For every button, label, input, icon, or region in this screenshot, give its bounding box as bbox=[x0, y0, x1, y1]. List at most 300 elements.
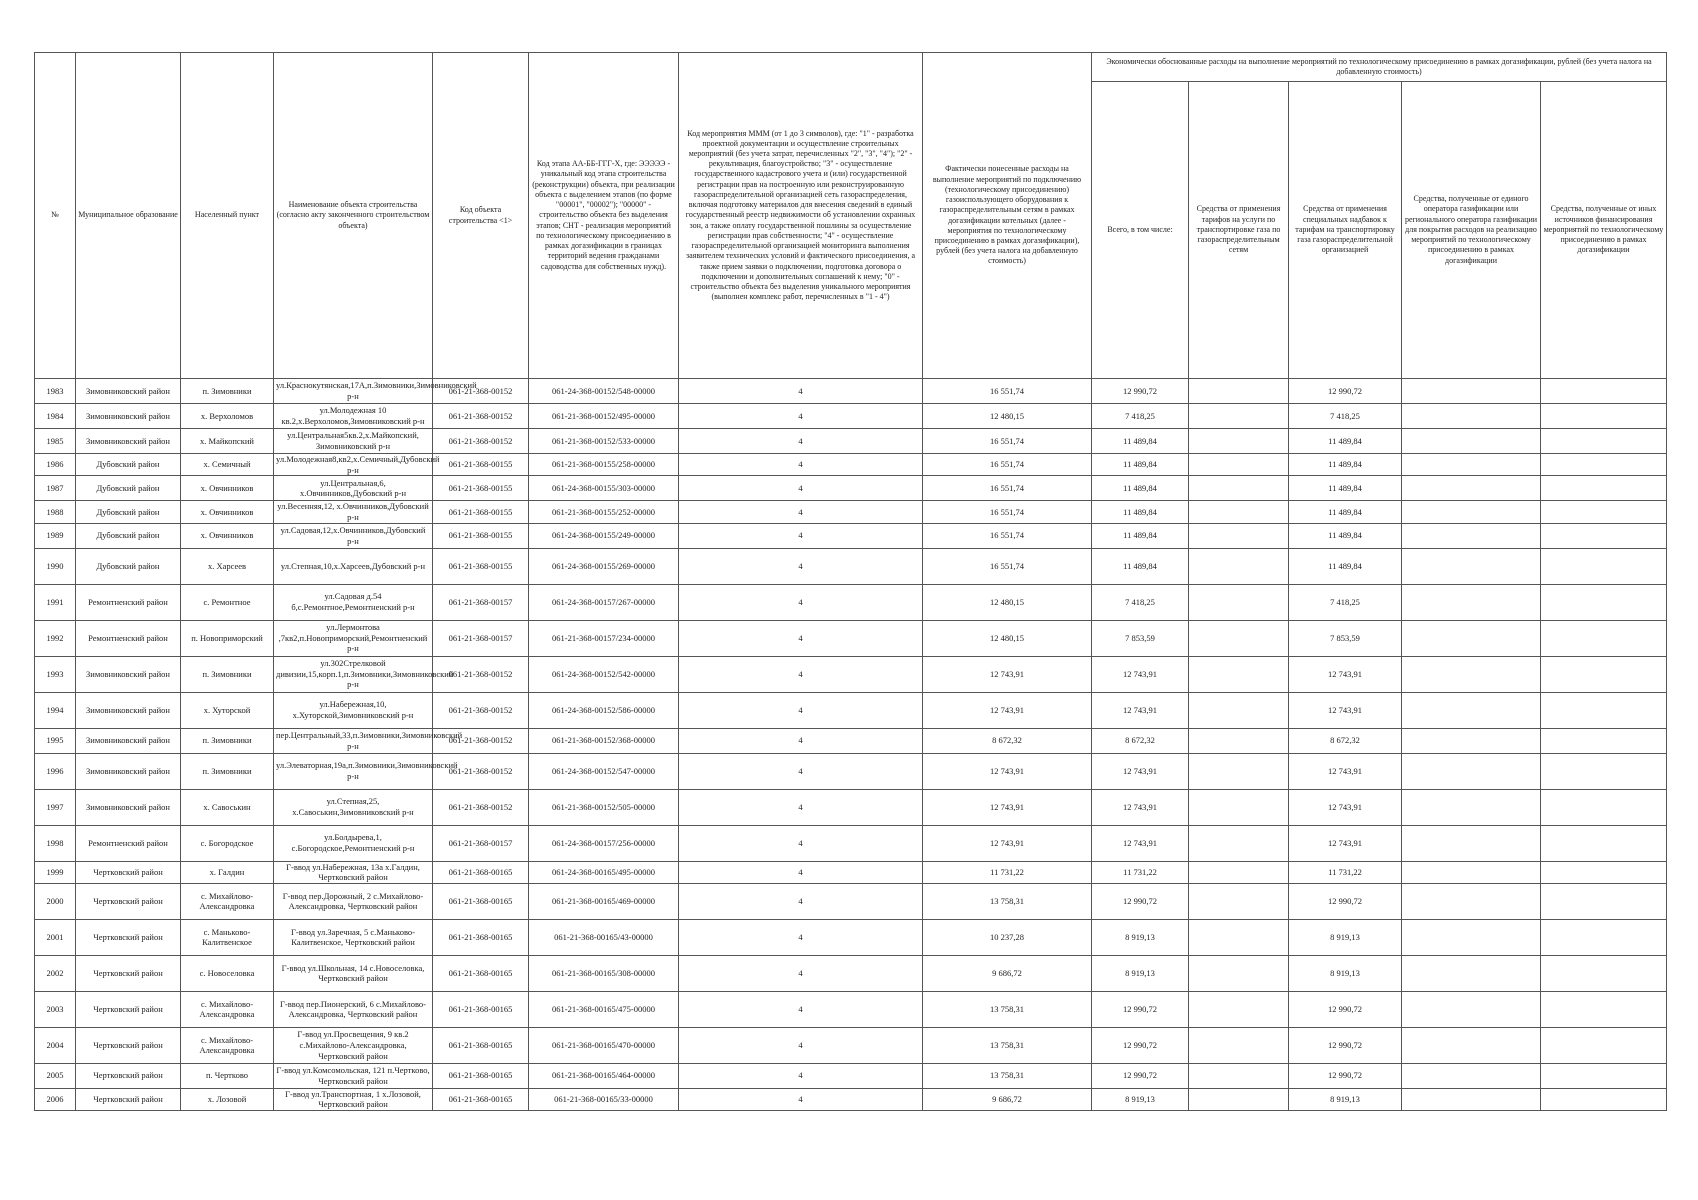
cell-surcharges: 7 853,59 bbox=[1289, 620, 1402, 656]
cell-total: 8 672,32 bbox=[1092, 728, 1189, 753]
cell-stage-code: 061-21-368-00155/252-00000 bbox=[529, 501, 679, 523]
cell-operator-funds bbox=[1402, 1088, 1541, 1110]
cell-object-code: 061-21-368-00165 bbox=[433, 1063, 529, 1088]
cell-settlement: х. Майкопский bbox=[181, 429, 274, 454]
cell-municipality: Дубовский район bbox=[76, 454, 181, 476]
cell-surcharges: 12 990,72 bbox=[1289, 1063, 1402, 1088]
cell-surcharges: 12 743,91 bbox=[1289, 753, 1402, 789]
cell-total: 11 489,84 bbox=[1092, 429, 1189, 454]
cell-activity-code: 4 bbox=[679, 584, 923, 620]
cell-total: 8 919,13 bbox=[1092, 955, 1189, 991]
cell-other-funds bbox=[1541, 656, 1667, 692]
cell-actual-costs: 13 758,31 bbox=[923, 991, 1092, 1027]
cell-tariffs bbox=[1189, 753, 1289, 789]
cell-object-name: Г-ввод ул.Комсомольская, 121 п.Чертково, Чертковский район bbox=[274, 1063, 433, 1088]
cell-municipality: Зимовниковский район bbox=[76, 692, 181, 728]
cell-surcharges: 8 919,13 bbox=[1289, 919, 1402, 955]
cell-other-funds bbox=[1541, 919, 1667, 955]
cell-other-funds bbox=[1541, 789, 1667, 825]
cell-surcharges: 11 489,84 bbox=[1289, 501, 1402, 523]
cell-object-name: ул.Набережная,10, х.Хуторской,Зимовниковский р-н bbox=[274, 692, 433, 728]
cell-activity-code: 4 bbox=[679, 1088, 923, 1110]
cell-object-name: ул.Молодежная8,кв2,х.Семичный,Дубовский р-н bbox=[274, 454, 433, 476]
cell-actual-costs: 13 758,31 bbox=[923, 883, 1092, 919]
cell-surcharges: 12 743,91 bbox=[1289, 789, 1402, 825]
table-row bbox=[35, 429, 1667, 454]
cell-surcharges: 11 731,22 bbox=[1289, 861, 1402, 883]
cell-operator-funds bbox=[1402, 656, 1541, 692]
cell-actual-costs: 8 672,32 bbox=[923, 728, 1092, 753]
cell-other-funds bbox=[1541, 501, 1667, 523]
table-row bbox=[35, 379, 1667, 404]
cell-activity-code: 4 bbox=[679, 919, 923, 955]
cell-number: 1992 bbox=[35, 620, 76, 656]
cell-surcharges: 12 743,91 bbox=[1289, 825, 1402, 861]
cell-total: 8 919,13 bbox=[1092, 919, 1189, 955]
cell-municipality: Зимовниковский район bbox=[76, 429, 181, 454]
cell-object-name: Г-ввод ул.Набережная, 13а х.Галдин, Чертковский район bbox=[274, 861, 433, 883]
cell-operator-funds bbox=[1402, 692, 1541, 728]
cell-number: 2000 bbox=[35, 883, 76, 919]
cell-object-code: 061-21-368-00165 bbox=[433, 883, 529, 919]
cell-activity-code: 4 bbox=[679, 883, 923, 919]
cell-settlement: с. Михайлово-Александровка bbox=[181, 1027, 274, 1063]
cell-surcharges: 12 990,72 bbox=[1289, 991, 1402, 1027]
cell-object-code: 061-21-368-00165 bbox=[433, 919, 529, 955]
cell-number: 1997 bbox=[35, 789, 76, 825]
table-header bbox=[35, 53, 1667, 379]
cell-municipality: Зимовниковский район bbox=[76, 656, 181, 692]
cell-tariffs bbox=[1189, 501, 1289, 523]
cell-total: 7 853,59 bbox=[1092, 620, 1189, 656]
table-row bbox=[35, 955, 1667, 991]
cell-total: 11 489,84 bbox=[1092, 548, 1189, 584]
cell-stage-code: 061-21-368-00152/505-00000 bbox=[529, 789, 679, 825]
cell-municipality: Чертковский район bbox=[76, 955, 181, 991]
cell-municipality: Дубовский район bbox=[76, 476, 181, 501]
header-group-justified-costs: Экономически обоснованные расходы на выполнение мероприятий по технологическому присоединению в рамках догазификации, рублей (без учета налога на добавленную стоимость) bbox=[1092, 53, 1667, 82]
cell-activity-code: 4 bbox=[679, 991, 923, 1027]
cell-operator-funds bbox=[1402, 919, 1541, 955]
cell-other-funds bbox=[1541, 379, 1667, 404]
cell-municipality: Зимовниковский район bbox=[76, 753, 181, 789]
header-total: Всего, в том числе: bbox=[1092, 82, 1189, 379]
cell-actual-costs: 12 743,91 bbox=[923, 789, 1092, 825]
cell-municipality: Чертковский район bbox=[76, 861, 181, 883]
cell-operator-funds bbox=[1402, 955, 1541, 991]
cell-object-name: ул.Степная,25, х.Савоськин,Зимовниковский р-н bbox=[274, 789, 433, 825]
cell-object-name: ул.Центральная5кв.2,х.Майкопский, Зимовниковский р-н bbox=[274, 429, 433, 454]
cell-object-code: 061-21-368-00155 bbox=[433, 476, 529, 501]
cell-stage-code: 061-21-368-00165/475-00000 bbox=[529, 991, 679, 1027]
cell-tariffs bbox=[1189, 692, 1289, 728]
cell-operator-funds bbox=[1402, 429, 1541, 454]
cell-number: 2004 bbox=[35, 1027, 76, 1063]
cell-stage-code: 061-21-368-00165/470-00000 bbox=[529, 1027, 679, 1063]
cell-stage-code: 061-21-368-00152/495-00000 bbox=[529, 404, 679, 429]
cell-object-code: 061-21-368-00165 bbox=[433, 861, 529, 883]
cell-actual-costs: 11 731,22 bbox=[923, 861, 1092, 883]
cell-other-funds bbox=[1541, 692, 1667, 728]
cell-activity-code: 4 bbox=[679, 429, 923, 454]
cell-total: 12 990,72 bbox=[1092, 1063, 1189, 1088]
cell-object-name: ул.Краснокутянская,17А,п.Зимовники,Зимовниковский р-н bbox=[274, 379, 433, 404]
cell-activity-code: 4 bbox=[679, 1063, 923, 1088]
cell-actual-costs: 16 551,74 bbox=[923, 501, 1092, 523]
cell-total: 12 743,91 bbox=[1092, 753, 1189, 789]
cell-operator-funds bbox=[1402, 1063, 1541, 1088]
cell-municipality: Чертковский район bbox=[76, 1063, 181, 1088]
table-row bbox=[35, 991, 1667, 1027]
cell-tariffs bbox=[1189, 379, 1289, 404]
cell-activity-code: 4 bbox=[679, 476, 923, 501]
cell-actual-costs: 16 551,74 bbox=[923, 429, 1092, 454]
cell-activity-code: 4 bbox=[679, 1027, 923, 1063]
cell-surcharges: 8 919,13 bbox=[1289, 955, 1402, 991]
header-operator-funds: Средства, полученные от единого оператора газификации или регионального оператора газификации для покрытия расходов на реализацию мероприятий по технологическому присоединению в рамках догазификации bbox=[1402, 82, 1541, 379]
cell-object-code: 061-21-368-00165 bbox=[433, 955, 529, 991]
cell-operator-funds bbox=[1402, 620, 1541, 656]
cell-tariffs bbox=[1189, 861, 1289, 883]
cell-municipality: Чертковский район bbox=[76, 919, 181, 955]
cell-actual-costs: 12 743,91 bbox=[923, 692, 1092, 728]
cell-settlement: х. Овчинников bbox=[181, 523, 274, 548]
cell-tariffs bbox=[1189, 883, 1289, 919]
cell-other-funds bbox=[1541, 883, 1667, 919]
cell-tariffs bbox=[1189, 789, 1289, 825]
header-activity-code: Код мероприятия МММ (от 1 до 3 символов), где: "1" - разработка проектной документации и осуществление строительных мероприятий (без учета затрат, перечисленных "2", "3", "4"); "2" - рекультивация, благоустройство; "3" - осуществление государственного кадастрового учета и (или) государственной регистрации прав на построенную или реконструированную газораспределительной организацией сеть газораспределения, включая подготовку материалов для внесения сведений в единый государственный реестр недвижимости об установлении охранных зон, а также оплату государственной пошлины за осуществление регистрации прав собственности; "4" - осуществление газораспределительной организацией мониторинга выполнения заявителем технических условий и фактического присоединения, а также прием заявки о подключении, подготовка договора о подключении и дополнительных соглашений к нему; "0" - строительство объекта без выделения уникального мероприятия (выполнен комплекс работ, перечисленных в "1 - 4") bbox=[679, 53, 923, 379]
table-row bbox=[35, 919, 1667, 955]
cell-number: 1989 bbox=[35, 523, 76, 548]
cell-number: 1995 bbox=[35, 728, 76, 753]
cell-object-code: 061-21-368-00152 bbox=[433, 789, 529, 825]
cell-object-name: ул.302Стрелковой дивизии,15,корп.1,п.Зимовники,Зимовниковский р-н bbox=[274, 656, 433, 692]
cell-actual-costs: 16 551,74 bbox=[923, 523, 1092, 548]
cell-actual-costs: 12 480,15 bbox=[923, 404, 1092, 429]
cell-total: 11 489,84 bbox=[1092, 501, 1189, 523]
cell-settlement: х. Харсеев bbox=[181, 548, 274, 584]
cell-tariffs bbox=[1189, 728, 1289, 753]
cell-settlement: х. Семичный bbox=[181, 454, 274, 476]
table-row bbox=[35, 861, 1667, 883]
table-row bbox=[35, 404, 1667, 429]
cell-total: 12 743,91 bbox=[1092, 825, 1189, 861]
cell-total: 12 990,72 bbox=[1092, 991, 1189, 1027]
cell-number: 1985 bbox=[35, 429, 76, 454]
cell-stage-code: 061-24-368-00152/586-00000 bbox=[529, 692, 679, 728]
cell-object-code: 061-21-368-00155 bbox=[433, 523, 529, 548]
cell-object-code: 061-21-368-00157 bbox=[433, 825, 529, 861]
cell-object-code: 061-21-368-00157 bbox=[433, 620, 529, 656]
cell-tariffs bbox=[1189, 523, 1289, 548]
cell-other-funds bbox=[1541, 955, 1667, 991]
cell-object-name: Г-ввод ул.Транспортная, 1 х.Лозовой, Чертковский район bbox=[274, 1088, 433, 1110]
table-row bbox=[35, 476, 1667, 501]
cell-municipality: Зимовниковский район bbox=[76, 404, 181, 429]
cell-tariffs bbox=[1189, 620, 1289, 656]
header-number: № bbox=[35, 53, 76, 379]
cell-settlement: х. Верхоломов bbox=[181, 404, 274, 429]
cell-settlement: п. Чертково bbox=[181, 1063, 274, 1088]
cell-surcharges: 12 990,72 bbox=[1289, 1027, 1402, 1063]
cell-stage-code: 061-24-368-00152/548-00000 bbox=[529, 379, 679, 404]
cell-object-name: Г-ввод пер.Дорожный, 2 с.Михайлово-Александровка, Чертковский район bbox=[274, 883, 433, 919]
cell-number: 2005 bbox=[35, 1063, 76, 1088]
cell-stage-code: 061-24-368-00152/547-00000 bbox=[529, 753, 679, 789]
cell-stage-code: 061-21-368-00155/258-00000 bbox=[529, 454, 679, 476]
cell-surcharges: 12 743,91 bbox=[1289, 656, 1402, 692]
cell-total: 12 990,72 bbox=[1092, 379, 1189, 404]
cell-stage-code: 061-21-368-00165/464-00000 bbox=[529, 1063, 679, 1088]
cell-stage-code: 061-21-368-00165/308-00000 bbox=[529, 955, 679, 991]
cell-number: 2002 bbox=[35, 955, 76, 991]
cell-total: 12 990,72 bbox=[1092, 1027, 1189, 1063]
header-stage-code: Код этапа АА-ББ-ГГГ-Х, где: ЭЭЭЭЭ - уникальный код этапа строительства (реконструкции) объекта, при реализации объекта с выделением этапов (по форме "00001", "00002"); "00000" - строительство объекта без выделения этапов; СНТ - реализация мероприятий по технологическому присоединению в рамках догазификации в границах территорий ведения гражданами садоводства для собственных нужд). bbox=[529, 53, 679, 379]
cell-operator-funds bbox=[1402, 883, 1541, 919]
cell-actual-costs: 12 743,91 bbox=[923, 825, 1092, 861]
cell-number: 1990 bbox=[35, 548, 76, 584]
cell-tariffs bbox=[1189, 825, 1289, 861]
table-row bbox=[35, 825, 1667, 861]
cell-object-code: 061-21-368-00152 bbox=[433, 429, 529, 454]
cell-settlement: п. Новоприморский bbox=[181, 620, 274, 656]
cell-activity-code: 4 bbox=[679, 825, 923, 861]
cell-operator-funds bbox=[1402, 476, 1541, 501]
cell-object-code: 061-21-368-00165 bbox=[433, 991, 529, 1027]
cell-actual-costs: 16 551,74 bbox=[923, 476, 1092, 501]
cell-stage-code: 061-24-368-00155/303-00000 bbox=[529, 476, 679, 501]
cell-settlement: х. Галдин bbox=[181, 861, 274, 883]
cell-activity-code: 4 bbox=[679, 955, 923, 991]
cell-total: 11 489,84 bbox=[1092, 476, 1189, 501]
cell-object-code: 061-21-368-00152 bbox=[433, 404, 529, 429]
cell-operator-funds bbox=[1402, 584, 1541, 620]
table-row bbox=[35, 1063, 1667, 1088]
cell-object-name: пер.Центральный,33,п.Зимовники,Зимовниковский р-н bbox=[274, 728, 433, 753]
cell-municipality: Зимовниковский район bbox=[76, 789, 181, 825]
cell-object-name: ул.Элеваторная,19а,п.Зимовники,Зимовниковский р-н bbox=[274, 753, 433, 789]
table-row bbox=[35, 656, 1667, 692]
cell-object-name: Г-ввод пер.Пионерский, 6 с.Михайлово-Александровка, Чертковский район bbox=[274, 991, 433, 1027]
cell-stage-code: 061-24-368-00157/256-00000 bbox=[529, 825, 679, 861]
header-municipality: Муниципальное образование bbox=[76, 53, 181, 379]
cell-stage-code: 061-21-368-00165/33-00000 bbox=[529, 1088, 679, 1110]
table-row bbox=[35, 728, 1667, 753]
table-row bbox=[35, 454, 1667, 476]
cell-total: 11 489,84 bbox=[1092, 454, 1189, 476]
cell-total: 12 990,72 bbox=[1092, 883, 1189, 919]
cell-other-funds bbox=[1541, 1088, 1667, 1110]
cell-settlement: с. Ремонтное bbox=[181, 584, 274, 620]
cell-tariffs bbox=[1189, 584, 1289, 620]
cell-total: 8 919,13 bbox=[1092, 1088, 1189, 1110]
cell-operator-funds bbox=[1402, 861, 1541, 883]
cell-operator-funds bbox=[1402, 501, 1541, 523]
cell-operator-funds bbox=[1402, 1027, 1541, 1063]
cell-operator-funds bbox=[1402, 825, 1541, 861]
cell-number: 1993 bbox=[35, 656, 76, 692]
cell-other-funds bbox=[1541, 454, 1667, 476]
cell-tariffs bbox=[1189, 919, 1289, 955]
cell-stage-code: 061-24-368-00152/542-00000 bbox=[529, 656, 679, 692]
cell-operator-funds bbox=[1402, 753, 1541, 789]
cell-tariffs bbox=[1189, 955, 1289, 991]
cell-actual-costs: 16 551,74 bbox=[923, 379, 1092, 404]
cell-total: 12 743,91 bbox=[1092, 789, 1189, 825]
table-row bbox=[35, 753, 1667, 789]
cell-other-funds bbox=[1541, 1027, 1667, 1063]
table-row bbox=[35, 548, 1667, 584]
cell-actual-costs: 12 480,15 bbox=[923, 584, 1092, 620]
cell-surcharges: 12 990,72 bbox=[1289, 379, 1402, 404]
cell-other-funds bbox=[1541, 476, 1667, 501]
cell-activity-code: 4 bbox=[679, 692, 923, 728]
cell-activity-code: 4 bbox=[679, 728, 923, 753]
cell-municipality: Дубовский район bbox=[76, 523, 181, 548]
cell-surcharges: 11 489,84 bbox=[1289, 429, 1402, 454]
cell-object-code: 061-21-368-00152 bbox=[433, 753, 529, 789]
cell-municipality: Чертковский район bbox=[76, 991, 181, 1027]
cell-number: 1984 bbox=[35, 404, 76, 429]
header-actual-costs: Фактически понесенные расходы на выполнение мероприятий по подключению (технологическому присоединению) газоиспользующего оборудования к газораспределительным сетям в рамках догазификации котельных (далее - мероприятия по технологическому присоединению в рамках догазификации), рублей (без учета налога на добавленную стоимость) bbox=[923, 53, 1092, 379]
cell-total: 12 743,91 bbox=[1092, 656, 1189, 692]
cell-activity-code: 4 bbox=[679, 789, 923, 825]
cell-object-name: Г-ввод ул.Заречная, 5 с.Маньково-Калитвенское, Чертковский район bbox=[274, 919, 433, 955]
cell-actual-costs: 12 480,15 bbox=[923, 620, 1092, 656]
cell-surcharges: 11 489,84 bbox=[1289, 454, 1402, 476]
cell-object-name: ул.Садовая,12,х.Овчинников,Дубовский р-н bbox=[274, 523, 433, 548]
cell-number: 2006 bbox=[35, 1088, 76, 1110]
cell-total: 12 743,91 bbox=[1092, 692, 1189, 728]
cell-operator-funds bbox=[1402, 789, 1541, 825]
cell-surcharges: 11 489,84 bbox=[1289, 523, 1402, 548]
cell-settlement: с. Михайлово-Александровка bbox=[181, 991, 274, 1027]
cell-stage-code: 061-24-368-00165/495-00000 bbox=[529, 861, 679, 883]
header-tariffs: Средства от применения тарифов на услуги по транспортировке газа по газораспределительным сетям bbox=[1189, 82, 1289, 379]
cell-object-name: ул.Весенняя,12, х.Овчинников,Дубовский р-н bbox=[274, 501, 433, 523]
cell-number: 2003 bbox=[35, 991, 76, 1027]
cell-stage-code: 061-21-368-00152/368-00000 bbox=[529, 728, 679, 753]
cell-number: 1994 bbox=[35, 692, 76, 728]
cell-surcharges: 11 489,84 bbox=[1289, 548, 1402, 584]
cell-tariffs bbox=[1189, 1088, 1289, 1110]
cell-other-funds bbox=[1541, 429, 1667, 454]
cell-settlement: с. Михайлово-Александровка bbox=[181, 883, 274, 919]
cell-operator-funds bbox=[1402, 548, 1541, 584]
cell-actual-costs: 13 758,31 bbox=[923, 1027, 1092, 1063]
header-surcharges: Средства от применения специальных надбавок к тарифам на транспортировку газа газораспределительной организацией bbox=[1289, 82, 1402, 379]
cell-tariffs bbox=[1189, 656, 1289, 692]
gasification-costs-table bbox=[34, 52, 1667, 1111]
cell-activity-code: 4 bbox=[679, 379, 923, 404]
cell-object-code: 061-21-368-00155 bbox=[433, 454, 529, 476]
cell-object-code: 061-21-368-00157 bbox=[433, 584, 529, 620]
cell-object-code: 061-21-368-00165 bbox=[433, 1027, 529, 1063]
cell-activity-code: 4 bbox=[679, 523, 923, 548]
cell-number: 1987 bbox=[35, 476, 76, 501]
cell-activity-code: 4 bbox=[679, 620, 923, 656]
cell-number: 1991 bbox=[35, 584, 76, 620]
cell-stage-code: 061-24-368-00157/267-00000 bbox=[529, 584, 679, 620]
cell-number: 1986 bbox=[35, 454, 76, 476]
cell-object-name: ул.Молодежная 10 кв.2,х.Верхоломов,Зимовниковский р-н bbox=[274, 404, 433, 429]
cell-municipality: Чертковский район bbox=[76, 883, 181, 919]
cell-total: 11 489,84 bbox=[1092, 523, 1189, 548]
cell-activity-code: 4 bbox=[679, 753, 923, 789]
cell-object-name: ул.Степная,10,х.Харсеев,Дубовский р-н bbox=[274, 548, 433, 584]
cell-operator-funds bbox=[1402, 379, 1541, 404]
table-row bbox=[35, 584, 1667, 620]
cell-municipality: Дубовский район bbox=[76, 501, 181, 523]
cell-object-code: 061-21-368-00152 bbox=[433, 656, 529, 692]
cell-object-name: ул.Болдырева,1, с.Богородское,Ремонтненский р-н bbox=[274, 825, 433, 861]
cell-other-funds bbox=[1541, 991, 1667, 1027]
cell-settlement: п. Зимовники bbox=[181, 753, 274, 789]
cell-municipality: Чертковский район bbox=[76, 1088, 181, 1110]
cell-municipality: Зимовниковский район bbox=[76, 728, 181, 753]
cell-object-name: ул.Центральная,6, х.Овчинников,Дубовский р-н bbox=[274, 476, 433, 501]
cell-activity-code: 4 bbox=[679, 454, 923, 476]
cell-surcharges: 8 919,13 bbox=[1289, 1088, 1402, 1110]
cell-municipality: Чертковский район bbox=[76, 1027, 181, 1063]
cell-stage-code: 061-21-368-00152/533-00000 bbox=[529, 429, 679, 454]
cell-surcharges: 12 990,72 bbox=[1289, 883, 1402, 919]
header-object-name: Наименование объекта строительства (согласно акту законченного строительством объекта) bbox=[274, 53, 433, 379]
cell-municipality: Ремонтненский район bbox=[76, 584, 181, 620]
cell-total: 7 418,25 bbox=[1092, 584, 1189, 620]
table-row bbox=[35, 1027, 1667, 1063]
cell-actual-costs: 12 743,91 bbox=[923, 656, 1092, 692]
cell-total: 7 418,25 bbox=[1092, 404, 1189, 429]
table-row bbox=[35, 1088, 1667, 1110]
cell-number: 2001 bbox=[35, 919, 76, 955]
cell-actual-costs: 10 237,28 bbox=[923, 919, 1092, 955]
cell-actual-costs: 13 758,31 bbox=[923, 1063, 1092, 1088]
cell-municipality: Ремонтненский район bbox=[76, 825, 181, 861]
cell-tariffs bbox=[1189, 1027, 1289, 1063]
table-row bbox=[35, 501, 1667, 523]
cell-stage-code: 061-24-368-00155/269-00000 bbox=[529, 548, 679, 584]
cell-actual-costs: 16 551,74 bbox=[923, 454, 1092, 476]
cell-number: 1988 bbox=[35, 501, 76, 523]
cell-tariffs bbox=[1189, 404, 1289, 429]
cell-settlement: п. Зимовники bbox=[181, 728, 274, 753]
cell-other-funds bbox=[1541, 825, 1667, 861]
cell-activity-code: 4 bbox=[679, 548, 923, 584]
cell-activity-code: 4 bbox=[679, 861, 923, 883]
header-object-code: Код объекта строительства <1> bbox=[433, 53, 529, 379]
cell-settlement: п. Зимовники bbox=[181, 656, 274, 692]
cell-object-code: 061-21-368-00165 bbox=[433, 1088, 529, 1110]
header-settlement: Населенный пункт bbox=[181, 53, 274, 379]
table-body bbox=[35, 379, 1667, 1111]
cell-total: 11 731,22 bbox=[1092, 861, 1189, 883]
cell-operator-funds bbox=[1402, 404, 1541, 429]
cell-other-funds bbox=[1541, 861, 1667, 883]
cell-object-name: Г-ввод ул.Школьная, 14 с.Новоселовка, Чертковский район bbox=[274, 955, 433, 991]
cell-other-funds bbox=[1541, 523, 1667, 548]
cell-tariffs bbox=[1189, 454, 1289, 476]
cell-settlement: п. Зимовники bbox=[181, 379, 274, 404]
cell-tariffs bbox=[1189, 1063, 1289, 1088]
cell-settlement: х. Лозовой bbox=[181, 1088, 274, 1110]
table-row bbox=[35, 883, 1667, 919]
cell-tariffs bbox=[1189, 429, 1289, 454]
cell-operator-funds bbox=[1402, 454, 1541, 476]
cell-surcharges: 12 743,91 bbox=[1289, 692, 1402, 728]
cell-actual-costs: 9 686,72 bbox=[923, 955, 1092, 991]
header-other-funds: Средства, полученные от иных источников финансирования мероприятий по технологическому присоединению в рамках догазификации bbox=[1541, 82, 1667, 379]
